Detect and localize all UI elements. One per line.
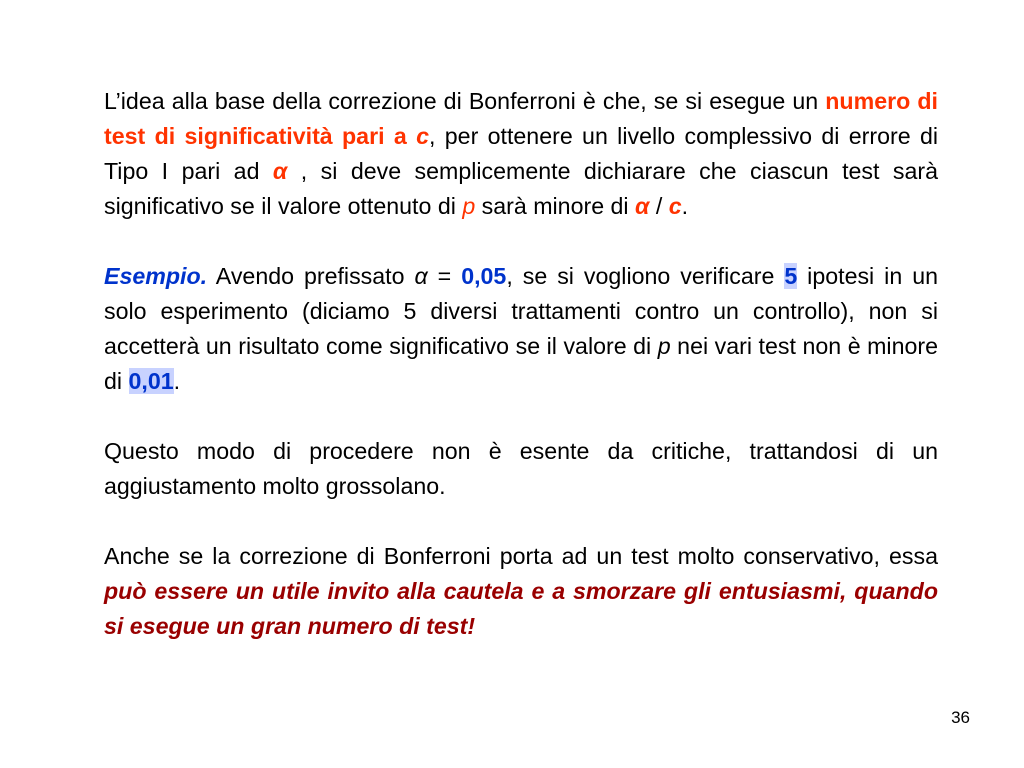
text-run: Anche se la correzione di Bonferroni porta ad un test molto conservativo, essa xyxy=(104,543,938,569)
example-label: Esempio. xyxy=(104,263,208,289)
text-run: , per ottenere un livello complessivo di errore di Tipo I pari ad xyxy=(104,123,939,184)
symbol-c: c xyxy=(668,193,682,219)
text-run: Questo modo di procedere non è esente da critiche, trattandosi di un aggiustamento molto grossolano. xyxy=(104,438,938,499)
symbol-alpha: α xyxy=(414,263,428,289)
text-run: sarà minore di xyxy=(475,193,636,219)
text-run: , si deve semplicemente dichiarare che ciascun test sarà significativo se il valore ottenuto di xyxy=(104,158,938,219)
emphasis-caution: può essere un utile invito alla cautela e a smorzare gli entusiasmi, quando si esegue un gran numero di test! xyxy=(104,578,938,639)
value-alpha: 0,05 xyxy=(461,263,507,289)
value-number-of-hypotheses: 5 xyxy=(784,263,798,289)
symbol-alpha: α xyxy=(272,158,288,184)
text-run: = xyxy=(427,263,462,289)
symbol-p: p xyxy=(462,193,476,219)
symbol-p: p xyxy=(657,333,671,359)
text-run: L’idea alla base della correzione di Bonferroni è che, se si esegue un xyxy=(104,88,826,114)
text-run: ipotesi in un solo esperimento (diciamo 5 diversi trattamenti contro un controllo), non si accetterà un risultato come significativo se il valore di xyxy=(104,263,938,359)
text-run: , se si vogliono verificare xyxy=(506,263,785,289)
symbol-c: c xyxy=(416,123,430,149)
text-run: . xyxy=(173,368,181,394)
paragraph-gap xyxy=(104,224,938,259)
paragraph-gap xyxy=(104,504,938,539)
slide-body xyxy=(104,84,938,644)
paragraph-bonferroni-idea xyxy=(104,84,938,224)
paragraph-gap xyxy=(104,399,938,434)
emphasis-number-of-tests: numero di test di significatività pari a xyxy=(104,88,938,149)
paragraph-conclusion xyxy=(104,539,938,644)
paragraph-criticism xyxy=(104,434,938,504)
text-run: / xyxy=(649,193,669,219)
page-number: 36 xyxy=(951,708,970,727)
symbol-alpha: α xyxy=(635,193,650,219)
text-run: nei vari test non è minore di xyxy=(104,333,938,394)
paragraph-example xyxy=(104,259,938,399)
value-corrected-threshold: 0,01 xyxy=(128,368,174,394)
text-run: . xyxy=(681,193,689,219)
text-run: Avendo prefissato xyxy=(207,263,415,289)
